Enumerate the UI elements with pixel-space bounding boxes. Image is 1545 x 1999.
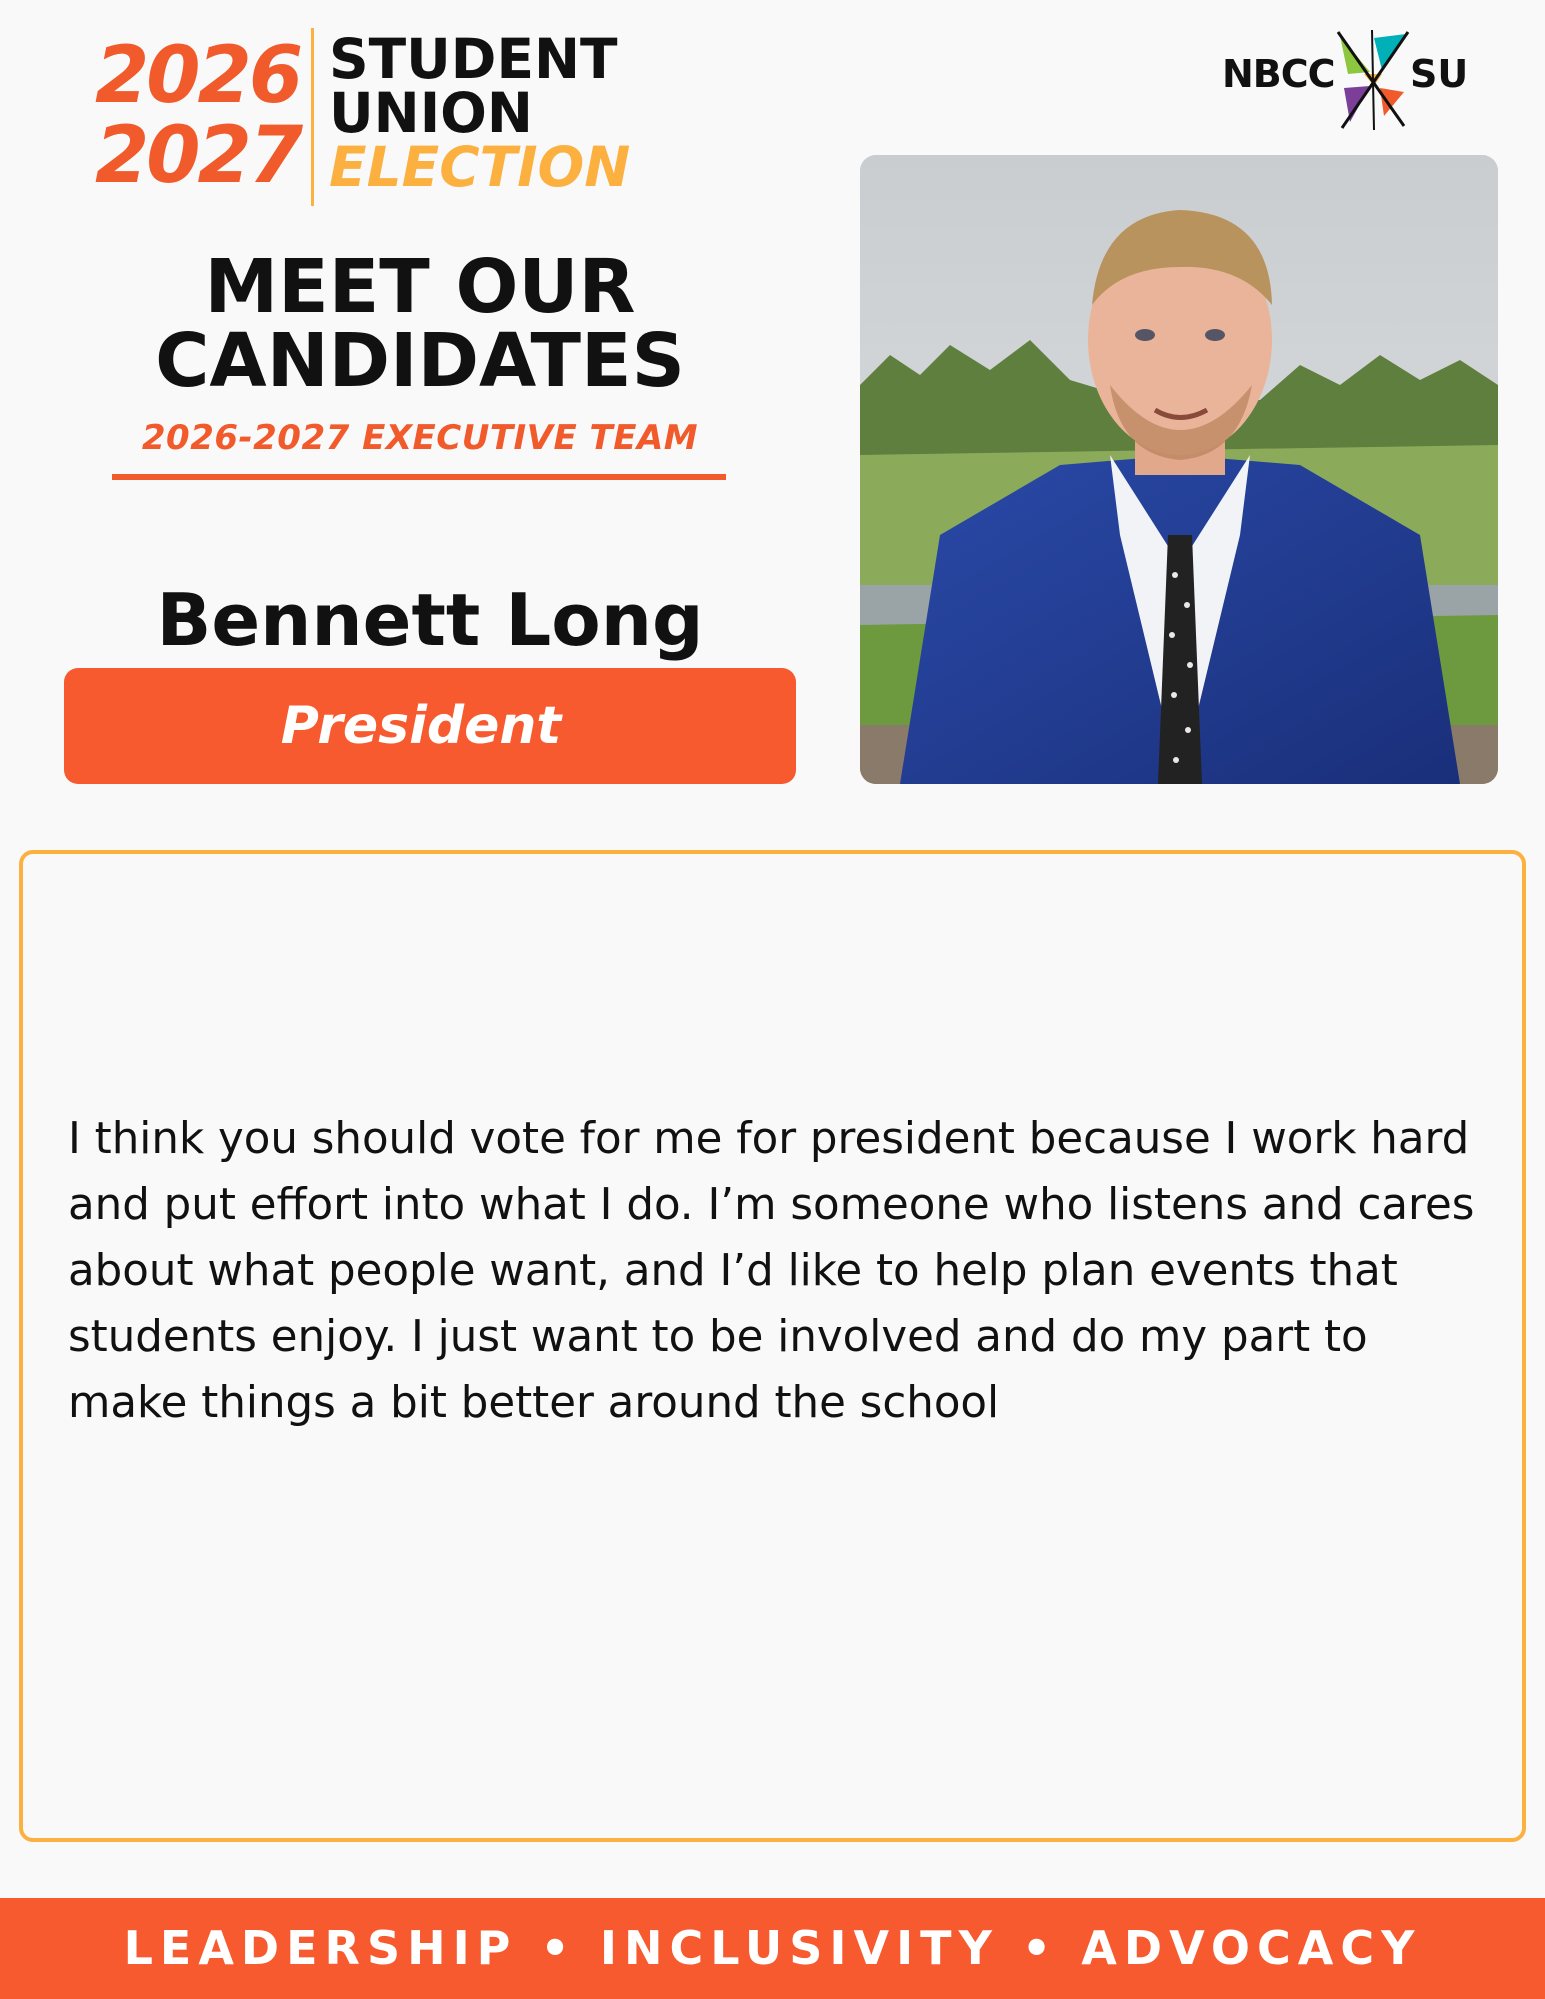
header-divider: [311, 28, 314, 206]
logo-right-text: SU: [1410, 52, 1469, 96]
candidate-photo: [860, 155, 1498, 784]
year-end: 2027: [95, 111, 301, 201]
title-line-2: UNION: [329, 81, 533, 145]
election-header: [95, 28, 655, 208]
election-title: [329, 27, 631, 199]
candidate-role-badge: President: [64, 668, 796, 784]
nbcc-su-logo: [1222, 30, 1469, 130]
candidate-statement: I think you should vote for me for president because I work hard and put effort into what I do. I’m someone who listens and cares about what people want, and I’d like to help plan events that students enjoy. I just want to be involved and do my part to make things a bit better around the school: [68, 1114, 1475, 1428]
section-title-line-2: CANDIDATES: [155, 318, 685, 404]
election-years: [95, 31, 301, 201]
subtitle-underline: [112, 474, 726, 480]
footer-motto: LEADERSHIP • INCLUSIVITY • ADVOCACY: [123, 1921, 1422, 1975]
logo-mark-icon: [1334, 30, 1412, 130]
section-subtitle: 2026-2027 EXECUTIVE TEAM: [141, 418, 699, 458]
candidate-statement-box: [19, 850, 1526, 1842]
section-title: [80, 244, 760, 404]
candidate-name: Bennett Long: [156, 578, 704, 662]
logo-left-text: NBCC: [1222, 52, 1335, 96]
year-start: 2026: [95, 31, 301, 121]
title-line-3: ELECTION: [329, 135, 631, 199]
title-line-1: STUDENT: [329, 27, 618, 91]
footer-banner: [0, 1898, 1545, 1999]
section-title-line-1: MEET OUR: [204, 244, 636, 330]
